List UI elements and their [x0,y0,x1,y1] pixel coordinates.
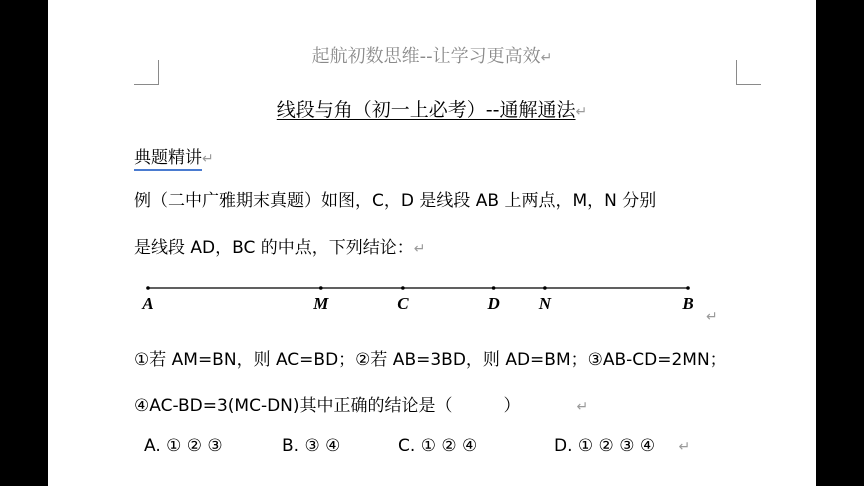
choice-c-letter: C. [398,436,416,456]
point-d-dot [492,286,496,290]
return-mark-icon: ↵ [575,104,588,120]
section-label: 典题精讲 [134,148,202,171]
return-mark-icon: ↵ [540,50,553,66]
document-title [48,95,816,122]
segment-points [141,286,693,313]
problem-line-2 [134,233,426,258]
answer-choices [144,436,784,460]
choice-b-letter: B. [282,436,300,456]
point-a-dot [146,286,150,290]
return-mark-icon: ↵ [706,309,718,325]
return-mark-icon: ↵ [202,151,214,167]
choice-b [282,436,340,456]
choice-a-items: ① ② ③ [166,436,223,456]
point-b-label: B [682,294,694,313]
choice-b-items: ③ ④ [304,436,341,456]
point-c-dot [401,286,405,290]
diagram-return [706,306,718,325]
return-mark-icon: ↵ [413,241,426,257]
point-d-label: D [487,294,500,313]
choice-d [554,436,690,456]
choice-d-items: ① ② ③ ④ [577,436,656,456]
choice-a [144,436,223,456]
return-mark-icon: ↵ [678,439,691,455]
point-m-dot [319,286,323,290]
page-header [48,42,816,68]
choice-d-letter: D. [554,436,573,456]
choice-c [398,436,477,456]
point-b-dot [686,286,690,290]
choice-a-letter: A. [144,436,161,456]
problem-text-1: 例（二中广雅期末真题）如图，C，D 是线段 AB 上两点，M，N 分别 [134,191,657,211]
header-text: 起航初数思维--让学习更高效 [311,46,541,67]
point-m-label: M [313,294,329,313]
problem-line-1 [134,186,656,211]
point-c-label: C [397,294,409,313]
point-a-label: A [142,294,154,313]
return-mark-icon: ↵ [576,399,589,415]
segment-diagram [136,272,696,316]
title-text: 线段与角（初一上必考）--通解通法 [276,99,576,121]
conditions-line-1 [134,345,727,370]
conditions-line-2 [134,391,588,416]
conditions-text-1: ①若 AM=BN，则 AC=BD；②若 AB=3BD，则 AD=BM；③AB-CD=2MN； [134,350,727,370]
problem-text-2: 是线段 AD，BC 的中点，下列结论： [134,238,414,258]
conditions-text-2: ④AC-BD=3(MC-DN)其中正确的结论是（ ） [134,396,521,416]
section-heading [134,143,214,168]
point-n-label: N [538,294,552,313]
point-n-dot [543,286,547,290]
choice-c-items: ① ② ④ [420,436,478,456]
document-page [48,0,816,486]
